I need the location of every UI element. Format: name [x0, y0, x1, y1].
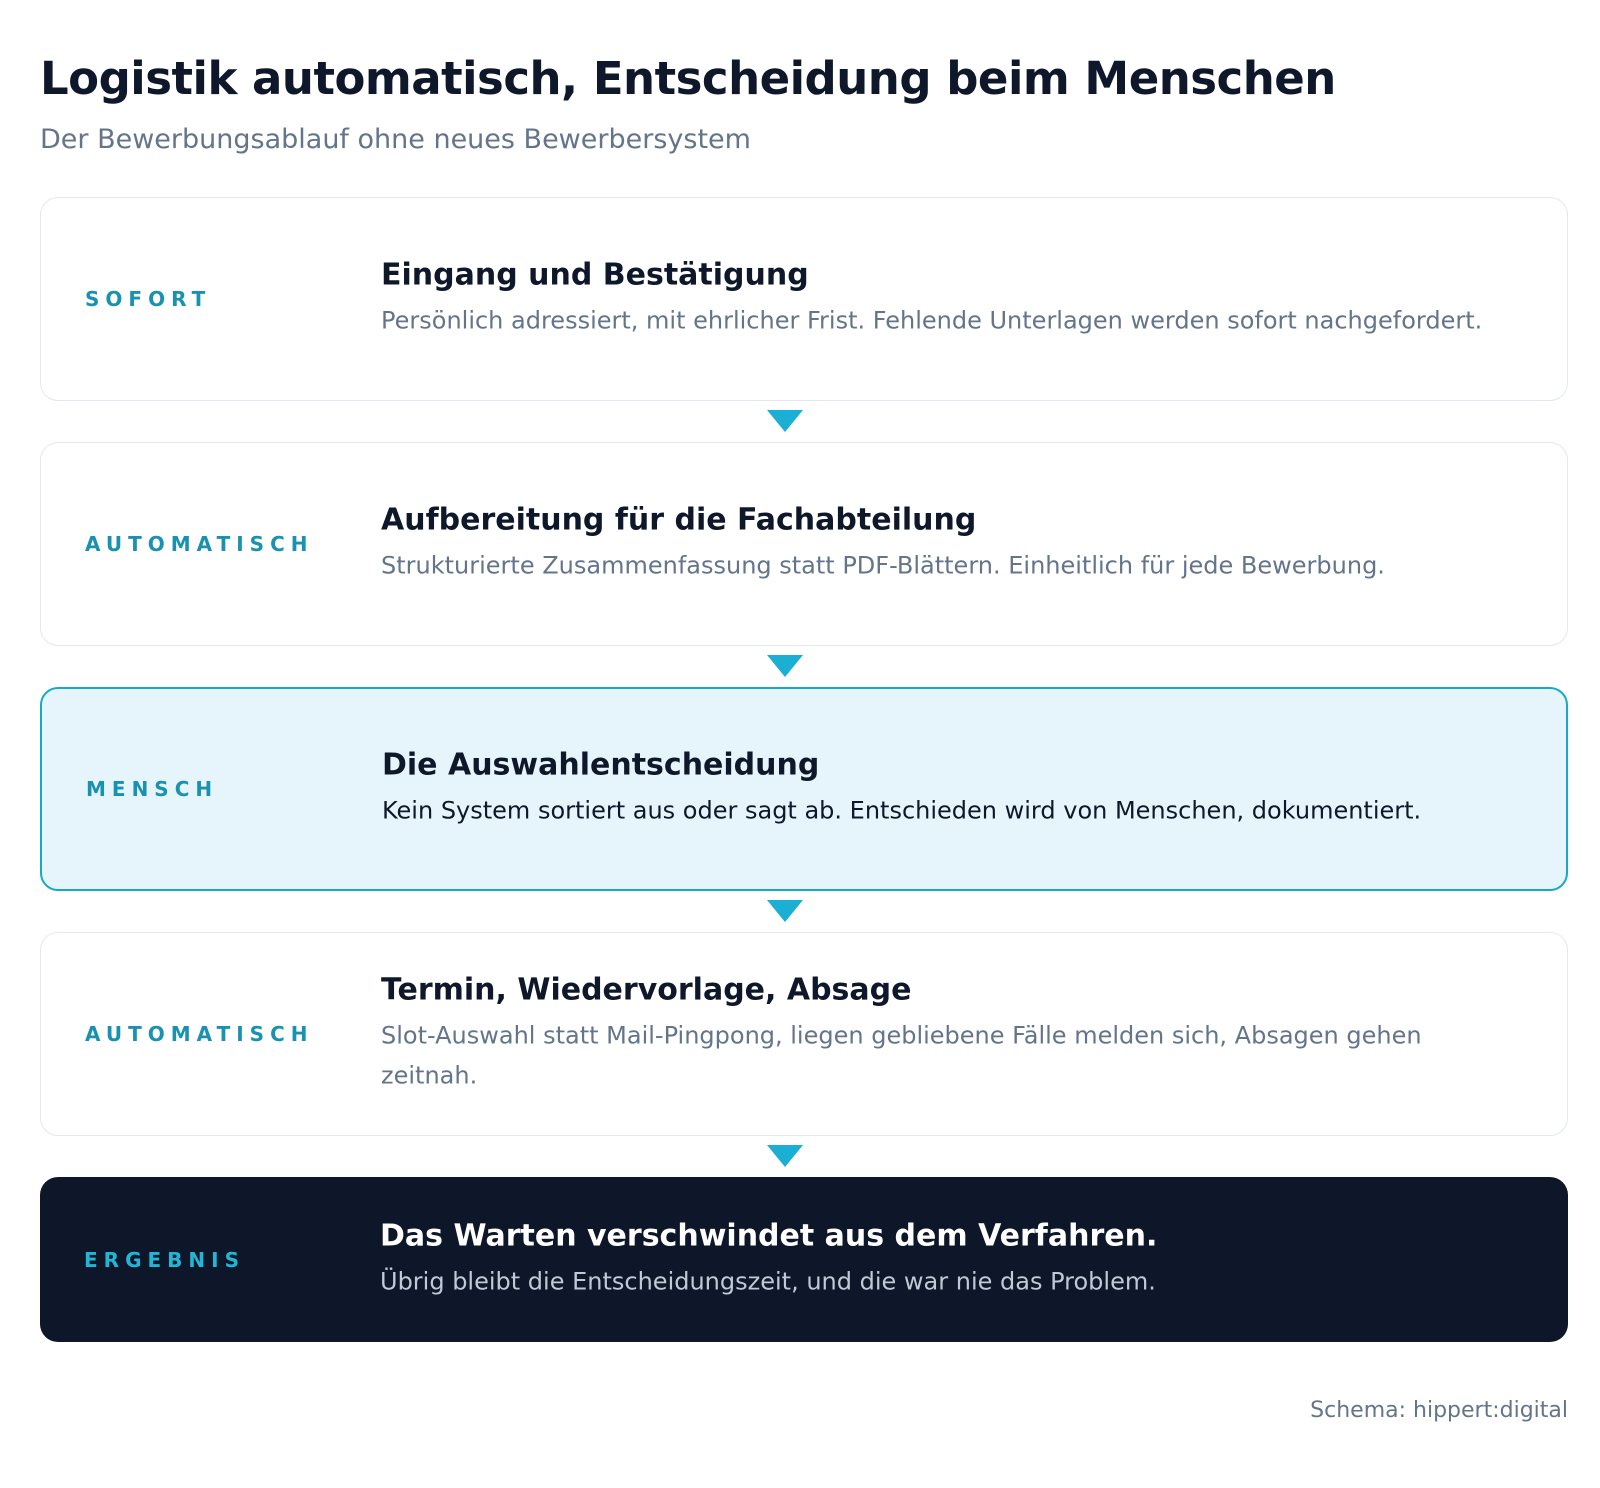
- result-tag: ERGEBNIS: [84, 1247, 245, 1272]
- result-body: [380, 1218, 1508, 1301]
- result-card: [40, 1177, 1568, 1342]
- flow-arrow-down-icon: [767, 655, 803, 677]
- result-heading: Das Warten verschwindet aus dem Verfahren.: [380, 1218, 1158, 1253]
- step-card-auswahlentscheidung: [40, 687, 1568, 891]
- step-card-eingang: [40, 197, 1568, 401]
- page-title: Logistik automatisch, Entscheidung beim Menschen: [40, 52, 1336, 105]
- step-tag: SOFORT: [85, 287, 212, 311]
- step-heading: Aufbereitung für die Fachabteilung: [381, 502, 977, 538]
- step-body: [381, 973, 1507, 1096]
- step-description: Kein System sortiert aus oder sagt ab. Entschieden wird von Menschen, dokumentiert.: [382, 796, 1422, 825]
- page-subtitle: Der Bewerbungsablauf ohne neues Bewerbersystem: [40, 124, 751, 155]
- flow-arrow-down-icon: [767, 410, 803, 432]
- step-heading: Die Auswahlentscheidung: [382, 747, 820, 783]
- source-credit: Schema: hippert:digital: [1310, 1398, 1568, 1423]
- step-tag: MENSCH: [86, 777, 219, 801]
- flow-arrow-down-icon: [767, 900, 803, 922]
- step-tag: AUTOMATISCH: [85, 532, 314, 556]
- step-heading: Termin, Wiedervorlage, Absage: [381, 972, 912, 1008]
- step-description: Strukturierte Zusammenfassung statt PDF-Blättern. Einheitlich für jede Bewerbung.: [381, 551, 1385, 580]
- flow-arrow-down-icon: [767, 1145, 803, 1167]
- step-heading: Eingang und Bestätigung: [381, 257, 809, 293]
- result-description: Übrig bleibt die Entscheidungszeit, und die war nie das Problem.: [380, 1267, 1156, 1295]
- step-body: [382, 748, 1506, 831]
- step-description: Slot-Auswahl statt Mail-Pingpong, liegen gebliebene Fälle melden sich, Absagen gehen zeitnah.: [381, 1021, 1422, 1090]
- step-card-aufbereitung: [40, 442, 1568, 646]
- step-tag: AUTOMATISCH: [85, 1022, 314, 1046]
- step-body: [381, 258, 1507, 341]
- step-card-termin: [40, 932, 1568, 1136]
- step-body: [381, 503, 1507, 586]
- step-description: Persönlich adressiert, mit ehrlicher Frist. Fehlende Unterlagen werden sofort nachgefordert.: [381, 306, 1483, 335]
